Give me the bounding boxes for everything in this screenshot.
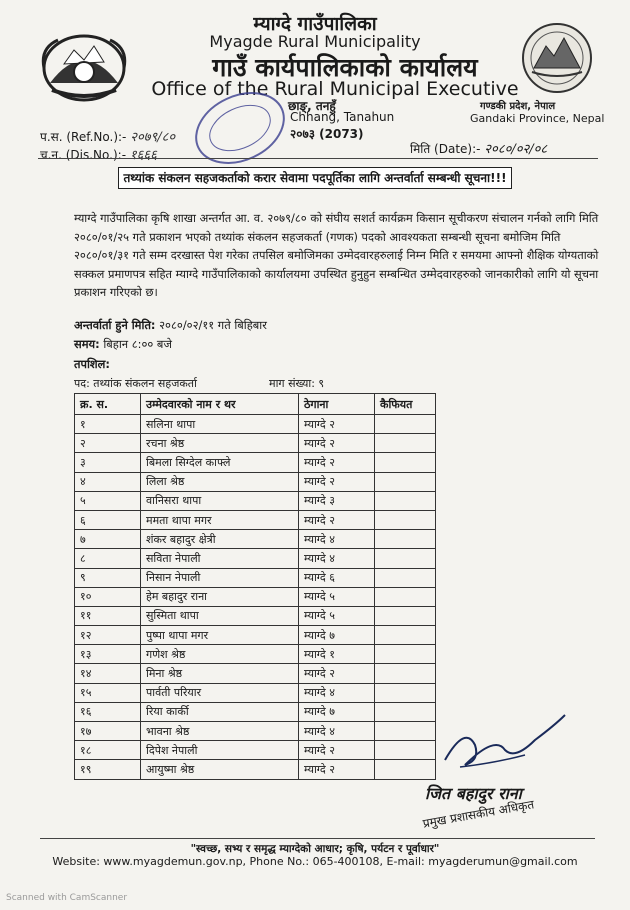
- cell-address: म्याग्दे २: [299, 664, 375, 683]
- notice-paragraph: म्याग्दे गाउँपालिका कृषि शाखा अन्तर्गत आ. व. २०७९/८० को संघीय सशर्त कार्यक्रम किसान सूचीकरण संचालन गर्नको लागि मिति २०८०/०१/२५ गते प्रकाशन भएको तथ्यांक संकलन सहजकर्ता (गणक) पदको आवश्यकता सम्बन्धी सूचना बमोजिम मिति २०८०/०१/३१ गते सम्म दरखास्त पेश गरेका तपसिल बमोजिमका उम्मेदवारहरुलाई निम्न मिति र समयमा आफ्नो शैक्षिक योग्यताको सक्कल प्रमाणपत्र सहित म्याग्दे गाउँपालिकाको कार्यालयमा उपस्थित हुनुहुन सम्बन्धित उम्मेदवारहरुको जानकारीको लागि यो सूचना प्रकाशन गरिएको छ।: [74, 211, 599, 300]
- cell-serial: १९: [75, 760, 141, 779]
- cell-address: म्याग्दे २: [299, 415, 375, 434]
- header-remarks: कैफियत: [375, 394, 436, 415]
- cell-name: रिया कार्की: [141, 702, 299, 721]
- cell-remarks: [375, 530, 436, 549]
- ref-label: प.स. (Ref.No.):-: [40, 130, 127, 144]
- table-row: [75, 741, 436, 760]
- cell-name: सलिना थापा: [141, 415, 299, 434]
- cell-address: म्याग्दे ३: [299, 491, 375, 510]
- cell-name: हेम बहादुर राना: [141, 587, 299, 606]
- cell-address: म्याग्दे ७: [299, 626, 375, 645]
- cell-serial: २: [75, 434, 141, 453]
- province-en: Gandaki Province, Nepal: [470, 112, 605, 125]
- table-row: [75, 472, 436, 491]
- cell-name: सविता नेपाली: [141, 549, 299, 568]
- cell-address: म्याग्दे ५: [299, 606, 375, 625]
- interview-label: अन्तर्वार्ता हुने मिति:: [74, 318, 156, 332]
- time-label: समय:: [74, 337, 100, 351]
- candidate-table: [74, 393, 436, 780]
- header-divider: [38, 158, 598, 159]
- cell-remarks: [375, 510, 436, 529]
- cell-serial: १५: [75, 683, 141, 702]
- table-row: [75, 664, 436, 683]
- province-np: गण्डकी प्रदेश, नेपाल: [480, 101, 556, 112]
- cell-address: म्याग्दे २: [299, 453, 375, 472]
- cell-name: मिना श्रेष्ठ: [141, 664, 299, 683]
- cell-name: सुस्मिता थापा: [141, 606, 299, 625]
- cell-name: ममता थापा मगर: [141, 510, 299, 529]
- ref-number: [40, 127, 175, 145]
- cell-serial: ३: [75, 453, 141, 472]
- cell-serial: ७: [75, 530, 141, 549]
- cell-address: म्याग्दे २: [299, 472, 375, 491]
- cell-remarks: [375, 549, 436, 568]
- demand-count: माग संख्या: ९: [269, 377, 325, 390]
- table-row: [75, 434, 436, 453]
- header-serial: क्र. स.: [75, 394, 141, 415]
- cell-serial: ९: [75, 568, 141, 587]
- cell-remarks: [375, 434, 436, 453]
- cell-address: म्याग्दे ४: [299, 722, 375, 741]
- interview-time: [74, 337, 172, 352]
- office-stamp-icon: [190, 92, 290, 164]
- cell-name: पुष्पा थापा मगर: [141, 626, 299, 645]
- table-row: [75, 722, 436, 741]
- dis-label: च.न. (Dis.No.):-: [40, 148, 127, 162]
- table-row: [75, 645, 436, 664]
- cell-name: लिला श्रेष्ठ: [141, 472, 299, 491]
- table-row: [75, 587, 436, 606]
- cell-remarks: [375, 568, 436, 587]
- cell-serial: १४: [75, 664, 141, 683]
- cell-serial: १२: [75, 626, 141, 645]
- cell-address: म्याग्दे ७: [299, 702, 375, 721]
- cell-remarks: [375, 453, 436, 472]
- footer-slogan: "स्वच्छ, सभ्य र समृद्ध म्याग्देको आधार; कृषि, पर्यटन र पूर्वाधार": [190, 843, 440, 855]
- cell-name: शंकर बहादुर क्षेत्री: [141, 530, 299, 549]
- cell-name: वानिसरा थापा: [141, 491, 299, 510]
- established-year: २०७३ (2073): [290, 127, 364, 141]
- interview-value: २०८०/०२/११ गते बिहिबार: [159, 318, 267, 332]
- interview-date: [74, 318, 267, 333]
- table-row: [75, 491, 436, 510]
- cell-remarks: [375, 587, 436, 606]
- cell-remarks: [375, 606, 436, 625]
- date-field: [410, 139, 547, 157]
- footer-divider: [40, 838, 595, 839]
- cell-name: पार्वती परियार: [141, 683, 299, 702]
- ref-value: २०७९/८०: [130, 130, 176, 145]
- cell-serial: ५: [75, 491, 141, 510]
- table-row: [75, 510, 436, 529]
- dis-value: १६६६: [129, 148, 157, 163]
- cell-serial: १०: [75, 587, 141, 606]
- cell-remarks: [375, 626, 436, 645]
- cell-address: म्याग्दे ५: [299, 587, 375, 606]
- cell-remarks: [375, 645, 436, 664]
- table-header-row: [75, 394, 436, 415]
- post-name: पद: तथ्यांक संकलन सहजकर्ता: [74, 377, 197, 390]
- cell-address: म्याग्दे ४: [299, 549, 375, 568]
- cell-name: बिमला सिग्देल काफ्ले: [141, 453, 299, 472]
- cell-serial: १३: [75, 645, 141, 664]
- cell-serial: ८: [75, 549, 141, 568]
- table-row: [75, 415, 436, 434]
- address-en: Chhang, Tanahun: [290, 110, 395, 124]
- cell-name: भावना श्रेष्ठ: [141, 722, 299, 741]
- notice-body: [74, 209, 608, 302]
- table-row: [75, 760, 436, 779]
- cell-name: निसान नेपाली: [141, 568, 299, 587]
- cell-address: म्याग्दे २: [299, 510, 375, 529]
- cell-serial: ४: [75, 472, 141, 491]
- cell-serial: १: [75, 415, 141, 434]
- cell-serial: १७: [75, 722, 141, 741]
- date-value: २०८०/०२/०८: [484, 142, 548, 157]
- cell-name: आयुष्मा श्रेष्ठ: [141, 760, 299, 779]
- date-label: मिति (Date):-: [410, 142, 481, 156]
- signatory-name: जित बहादुर राना: [425, 784, 522, 803]
- cell-address: म्याग्दे २: [299, 760, 375, 779]
- cell-remarks: [375, 415, 436, 434]
- cell-serial: ६: [75, 510, 141, 529]
- dispatch-number: [40, 145, 157, 163]
- table-row: [75, 606, 436, 625]
- cell-address: म्याग्दे २: [299, 434, 375, 453]
- org-name-np: म्याग्दे गाउँपालिका: [253, 13, 377, 35]
- cell-serial: १८: [75, 741, 141, 760]
- cell-remarks: [375, 491, 436, 510]
- table-row: [75, 549, 436, 568]
- cell-serial: १६: [75, 702, 141, 721]
- signatory-title: प्रमुख प्रशासकीय अधिकृत: [421, 797, 536, 831]
- address-np: छाङ्, तनहुँ: [288, 99, 336, 113]
- time-value: बिहान ८:०० बजे: [103, 337, 172, 351]
- table-row: [75, 530, 436, 549]
- cell-address: म्याग्दे ४: [299, 530, 375, 549]
- notice-title: तथ्यांक संकलन सहजकर्ताको करार सेवामा पदपूर्तिका लागि अन्तर्वार्ता सम्बन्धी सूचना!!!: [118, 167, 512, 189]
- table-row: [75, 568, 436, 587]
- header-name: उम्मेदवारको नाम र थर: [141, 394, 299, 415]
- office-name-en: Office of the Rural Municipal Executive: [151, 78, 519, 100]
- office-name-np: गाउँ कार्यपालिकाको कार्यालय: [212, 53, 478, 82]
- scanner-watermark: Scanned with CamScanner: [6, 893, 128, 903]
- cell-address: म्याग्दे २: [299, 741, 375, 760]
- table-row: [75, 453, 436, 472]
- org-name-en: Myagde Rural Municipality: [209, 32, 421, 51]
- cell-remarks: [375, 683, 436, 702]
- table-row: [75, 683, 436, 702]
- cell-remarks: [375, 472, 436, 491]
- cell-serial: ११: [75, 606, 141, 625]
- cell-address: म्याग्दे ४: [299, 683, 375, 702]
- table-row: [75, 626, 436, 645]
- cell-remarks: [375, 664, 436, 683]
- cell-address: म्याग्दे ६: [299, 568, 375, 587]
- table-row: [75, 702, 436, 721]
- cell-name: रचना श्रेष्ठ: [141, 434, 299, 453]
- header-address: ठेगाना: [299, 394, 375, 415]
- cell-name: गणेश श्रेष्ठ: [141, 645, 299, 664]
- footer-contact: Website: www.myagdemun.gov.np, Phone No.: 065-400108, E-mail: myagderumun@gmail.com: [52, 855, 578, 868]
- cell-address: म्याग्दे १: [299, 645, 375, 664]
- cell-name: दिपेश नेपाली: [141, 741, 299, 760]
- list-label: तपशिल:: [74, 357, 110, 371]
